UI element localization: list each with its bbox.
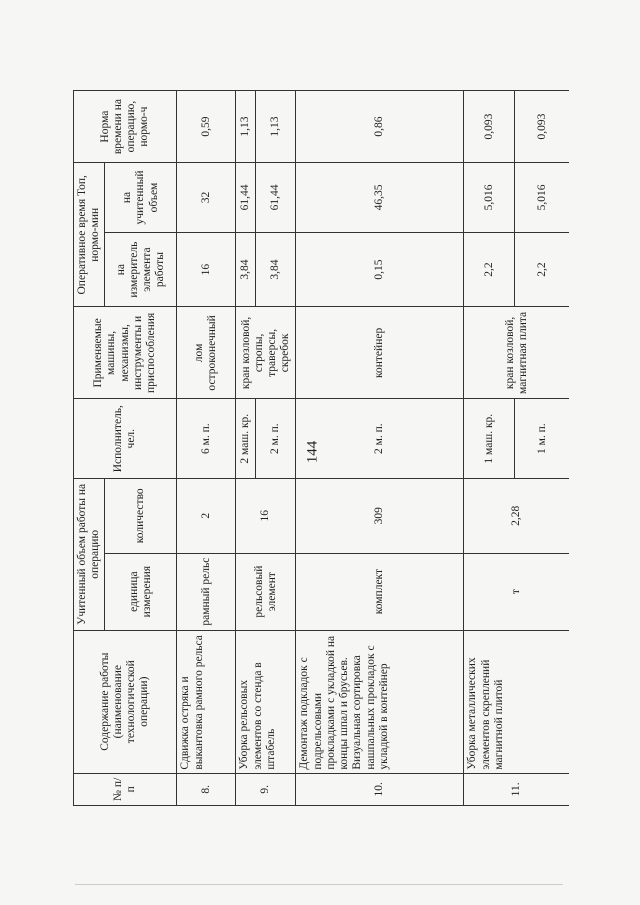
cell-qty: 2	[177, 478, 236, 553]
table-row	[177, 91, 236, 806]
cell-per-element: 0,15	[296, 232, 464, 307]
header-performer: Исполнитель, чел.	[74, 399, 177, 479]
cell-unit: т	[464, 553, 569, 630]
header-optime: Оперативное время Топ, нормо-мин	[74, 163, 105, 307]
cell-num: 11.	[464, 773, 569, 805]
cell-per-volume: 46,35	[296, 163, 464, 233]
header-unit: единица измерения	[105, 553, 177, 630]
page-number: 144	[304, 440, 321, 464]
header-per-volume: на учитенный объем	[105, 163, 177, 233]
cell-performer: 2 маш. кр.	[236, 399, 256, 479]
cell-per-volume: 5,016	[515, 163, 569, 233]
cell-norm: 0,093	[464, 91, 515, 163]
cell-performer: 6 м. п.	[177, 399, 236, 479]
cell-per-element: 2,2	[515, 232, 569, 307]
cell-unit: комплект	[296, 553, 464, 630]
cell-num: 9.	[236, 773, 296, 805]
cell-per-volume: 61,44	[256, 163, 296, 233]
cell-unit: рамный рельс	[177, 553, 236, 630]
cell-per-element: 3,84	[256, 232, 296, 307]
cell-performer: 1 маш. кр.	[464, 399, 515, 479]
header-content: Содержание работы (наименование технологической операции)	[74, 630, 177, 773]
cell-qty: 16	[236, 478, 296, 553]
cell-performer: 2 м. п.	[256, 399, 296, 479]
cell-content: Сдвижка остряка и выкантовка рамного рельса	[177, 630, 236, 773]
table-row	[236, 91, 256, 806]
cell-per-element: 16	[177, 232, 236, 307]
cell-performer: 1 м. п.	[515, 399, 569, 479]
cell-machines: лом остроконечный	[177, 307, 236, 399]
cell-num: 8.	[177, 773, 236, 805]
cell-per-volume: 5,016	[464, 163, 515, 233]
cell-per-element: 2,2	[464, 232, 515, 307]
cell-qty: 2,28	[464, 478, 569, 553]
cell-content: Уборка рельсовых элементов со стенда в штабель	[236, 630, 296, 773]
cell-norm: 1,13	[256, 91, 296, 163]
table-row	[296, 91, 464, 806]
cell-performer: 2 м. п.	[296, 399, 464, 479]
cell-unit: рельсовый элемент	[236, 553, 296, 630]
norms-table	[73, 90, 569, 806]
cell-content: Демонтаж подкладок с подрельсовыми прокладками с укладкой на концы шпал и брусьев. Визуальная сортировка нашпальных прокладок с укладкой в контейнер	[296, 630, 464, 773]
header-norm: Норма времени на операцию, нормо-ч	[74, 91, 177, 163]
header-machines: Применяемые машины, механизмы, инструменты и приспособления	[74, 307, 177, 399]
cell-machines: кран козловой, магнитная плита	[464, 307, 569, 399]
table-container	[73, 90, 569, 806]
cell-num: 10.	[296, 773, 464, 805]
cell-machines: кран козловой, стропы, траверсы, скребок	[236, 307, 296, 399]
header-num: № п/п	[74, 773, 177, 805]
cell-norm: 1,13	[236, 91, 256, 163]
cell-per-element: 3,84	[236, 232, 256, 307]
table-row	[464, 91, 515, 806]
page-edge-line	[75, 884, 563, 885]
cell-norm: 0,59	[177, 91, 236, 163]
header-per-element: на измеритель элемента работы	[105, 232, 177, 307]
cell-norm: 0,093	[515, 91, 569, 163]
cell-qty: 309	[296, 478, 464, 553]
cell-per-volume: 32	[177, 163, 236, 233]
cell-per-volume: 61,44	[236, 163, 256, 233]
header-volume: Учитенный объем работы на операцию	[74, 478, 105, 630]
header-qty: количество	[105, 478, 177, 553]
rotated-table	[73, 90, 569, 806]
cell-norm: 0,86	[296, 91, 464, 163]
cell-content: Уборка металлических элементов скреплений магнитной плитой	[464, 630, 569, 773]
cell-machines: контейнер	[296, 307, 464, 399]
